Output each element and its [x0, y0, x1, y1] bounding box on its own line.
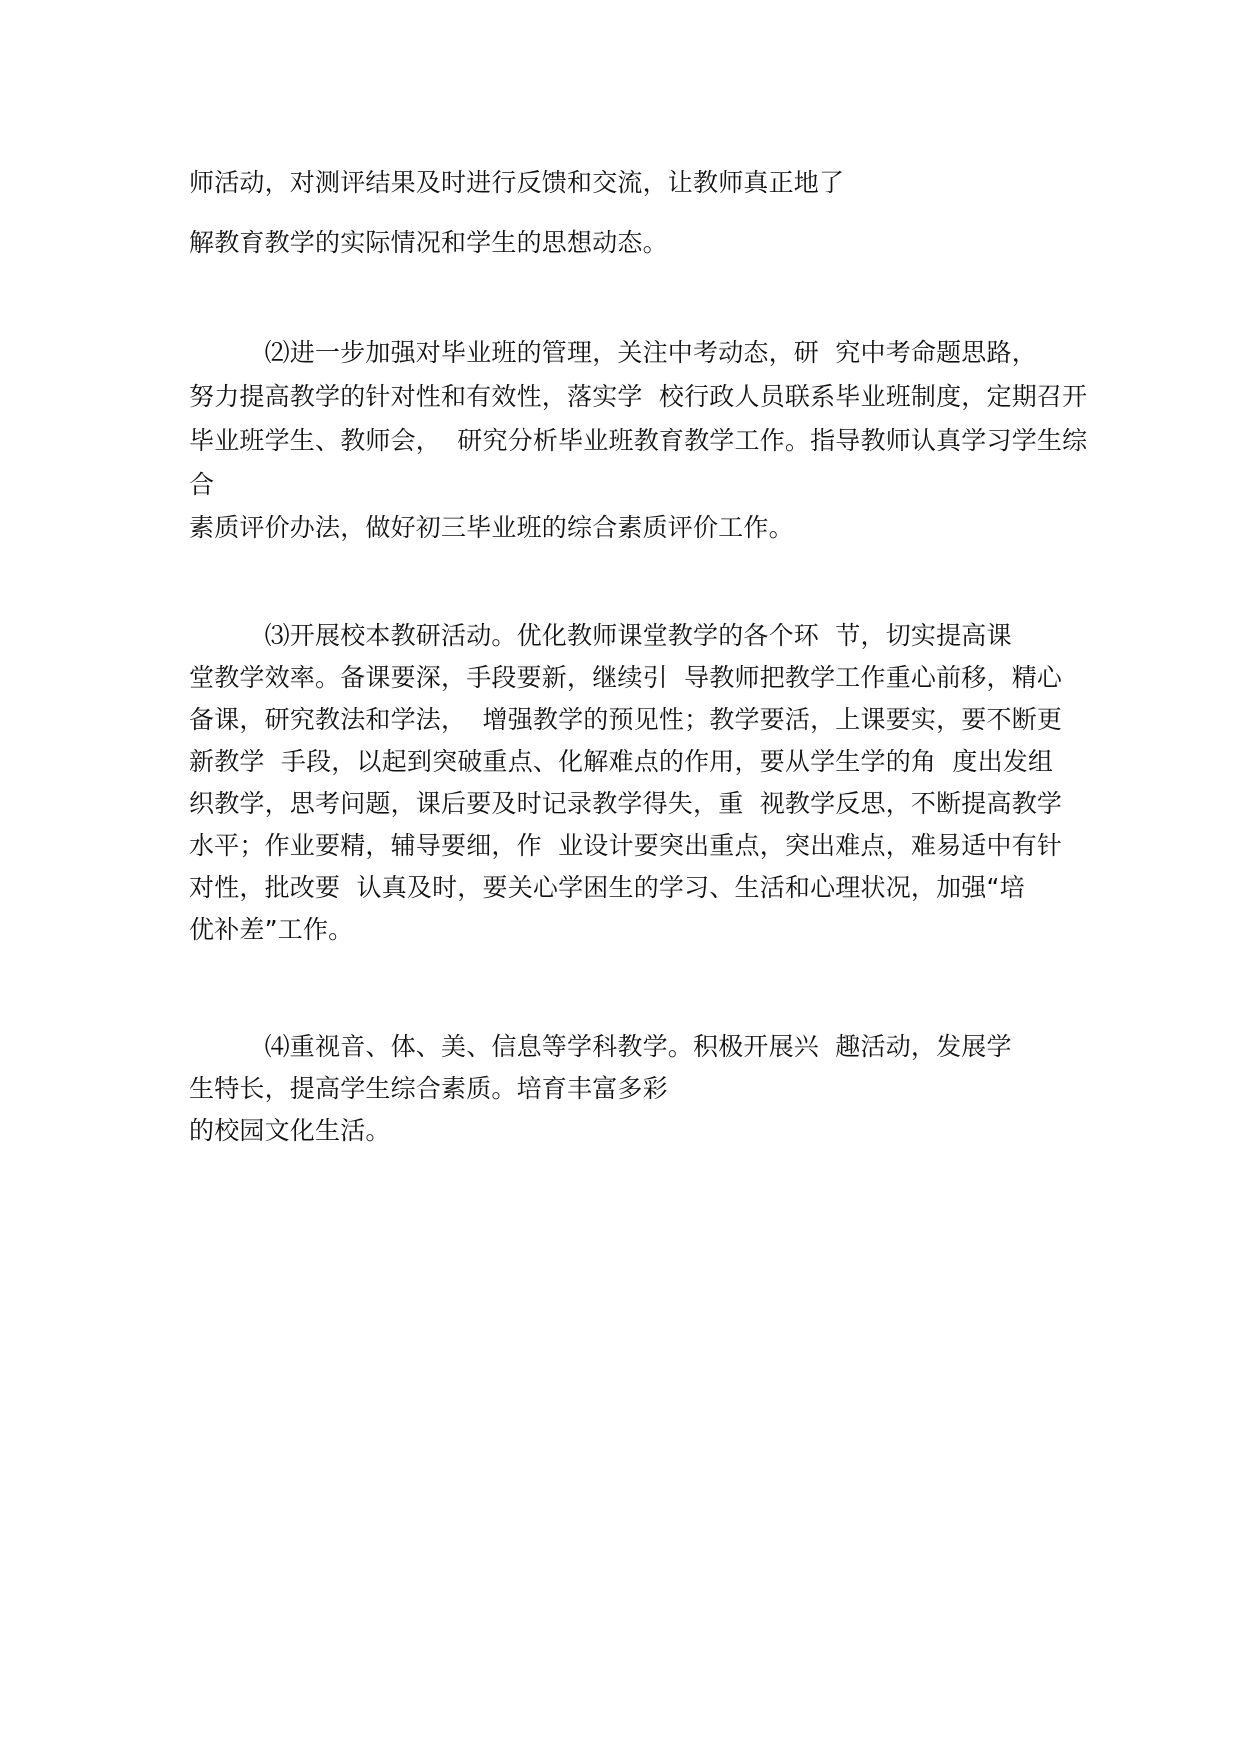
paragraph-4-line-2: 生特长，提高学生综合素质。培育丰富多彩: [189, 1074, 668, 1103]
paragraph-2-line-2: 努力提高教学的针对性和有效性，落实学 校行政人员联系毕业班制度，定期召开: [189, 382, 1088, 411]
paragraph-1-line-2: 解教育教学的实际情况和学生的思想动态。: [189, 228, 668, 257]
paragraph-3-line-1: ⑶开展校本教研活动。优化教师课堂教学的各个环 节，切实提高课: [189, 621, 1012, 650]
paragraph-3-line-3: 备课，研究教法和学法， 增强教学的预见性；教学要活，上课要实，要不断更: [189, 705, 1063, 734]
paragraph-4-line-3: 的校园文化生活。: [189, 1116, 391, 1145]
paragraph-2-line-1: ⑵进一步加强对毕业班的管理，关注中考动态，研 究中考命题思路，: [189, 338, 1037, 367]
paragraph-3-line-6: 水平；作业要精，辅导要细，作 业设计要突出重点，突出难点，难易适中有针: [189, 831, 1063, 860]
paragraph-4-line-1: ⑷重视音、体、美、信息等学科教学。积极开展兴 趣活动，发展学: [189, 1032, 1012, 1061]
paragraph-2-line-5: 素质评价办法，做好初三毕业班的综合素质评价工作。: [189, 513, 794, 542]
paragraph-3-line-2: 堂教学效率。备课要深，手段要新，继续引 导教师把教学工作重心前移，精心: [189, 663, 1063, 692]
paragraph-3-line-8: 优补差”工作。: [189, 915, 354, 944]
paragraph-2-line-3: 毕业班学生、教师会， 研究分析毕业班教育教学工作。指导教师认真学习学生综: [189, 426, 1088, 455]
paragraph-3-line-7: 对性，批改要 认真及时，要关心学困生的学习、生活和心理状况，加强“培: [189, 873, 1025, 902]
paragraph-1-line-1: 师活动，对测评结果及时进行反馈和交流，让教师真正地了: [189, 168, 845, 197]
paragraph-3-line-4: 新教学 手段，以起到突破重点、化解难点的作用，要从学生学的角 度出发组: [189, 747, 1054, 776]
paragraph-2-line-4: 合: [189, 470, 215, 499]
paragraph-3-line-5: 织教学，思考问题，课后要及时记录教学得失，重 视教学反思，不断提高教学: [189, 789, 1063, 818]
